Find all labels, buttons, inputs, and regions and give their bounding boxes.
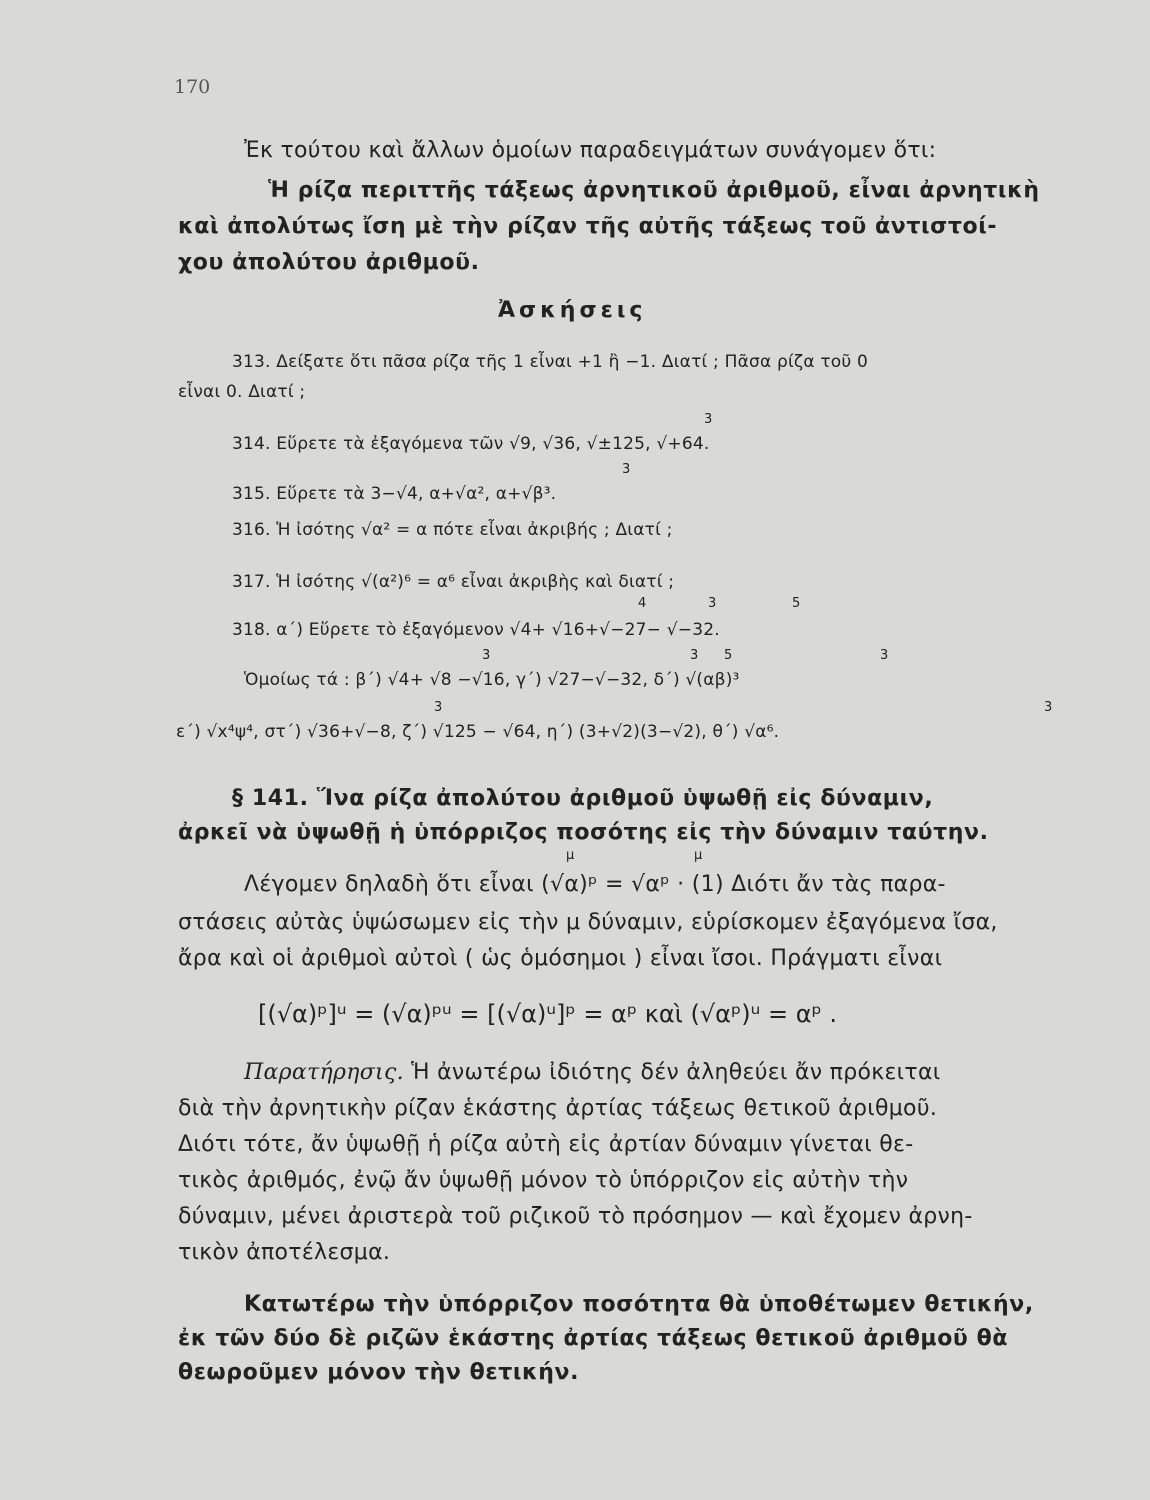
remark-line-2: διὰ τὴν ἀρνητικὴν ρίζαν ἑκάστης ἀρτίας τάξεως θετικοῦ ἀριθμοῦ. — [178, 1096, 938, 1121]
exercise-314: 314. Εὕρετε τὰ ἐξαγόμενα τῶν √9, √36, √±125, √+64. — [232, 434, 710, 454]
root-index: 4 — [638, 596, 647, 611]
closing-line-1: Κατωτέρω τὴν ὑπόρριζον ποσότητα θὰ ὑποθέτωμεν θετικήν, — [244, 1292, 1034, 1317]
root-index: 3 — [482, 648, 491, 663]
root-index: 3 — [708, 596, 717, 611]
closing-line-2: ἐκ τῶν δύο δὲ ριζῶν ἑκάστης ἀρτίας τάξεως θετικοῦ ἀριθμοῦ θὰ — [178, 1326, 1009, 1351]
section-141-title-cont: ἀρκεῖ νὰ ὑψωθῇ ἡ ὑπόρριζος ποσότης εἰς τὴν δύναμιν ταύτην. — [178, 820, 989, 845]
paragraph-1-line-3: ἄρα καὶ οἱ ἀριθμοὶ αὐτοὶ ( ὡς ὁμόσημοι ) εἶναι ἴσοι. Πράγματι εἶναι — [178, 946, 943, 971]
remark-line-5: δύναμιν, μένει ἀριστερὰ τοῦ ριζικοῦ τὸ πρόσημον — καὶ ἔχομεν ἀρνη- — [178, 1204, 973, 1229]
root-index: 3 — [1044, 700, 1053, 715]
theorem-line-3: χου ἀπολύτου ἀριθμοῦ. — [178, 250, 480, 275]
root-index: μ — [566, 848, 575, 863]
root-index: μ — [694, 848, 703, 863]
remark-line-3: Διότι τότε, ἄν ὑψωθῇ ἡ ρίζα αὐτὴ εἰς ἀρτίαν δύναμιν γίνεται θε- — [178, 1132, 914, 1157]
theorem-line-2: καὶ ἀπολύτως ἴση μὲ τὴν ρίζαν τῆς αὐτῆς τάξεως τοῦ ἀντιστοί- — [178, 214, 998, 239]
exercise-315: 315. Εὕρετε τὰ 3−√4, α+√α², α+√β³. — [232, 484, 557, 504]
exercise-318: 318. α΄) Εὕρετε τὸ ἐξαγόμενον √4+ √16+√−27− √−32. — [232, 620, 720, 640]
remark-label: Παρατήρησις. — [244, 1060, 404, 1085]
exercise-318-part-3: ε΄) √x⁴ψ⁴, στ΄) √36+√−8, ζ΄) √125 − √64, η΄) (3+√2)(3−√2), θ΄) √α⁶. — [176, 722, 780, 742]
exercise-313-line-1: 313. Δείξατε ὅτι πᾶσα ρίζα τῆς 1 εἶναι +1 ἢ −1. Διατί ; Πᾶσα ρίζα τοῦ 0 — [232, 352, 869, 372]
page-number: 170 — [174, 76, 211, 98]
paragraph-1-line-1: Λέγομεν δηλαδὴ ὅτι εἶναι (√α)ᵖ = √αᵖ · (1) Διότι ἄν τὰς παρα- — [244, 872, 946, 897]
root-index: 3 — [690, 648, 699, 663]
exercise-313-line-2: εἶναι 0. Διατί ; — [178, 382, 306, 402]
remark-line-6: τικὸν ἀποτέλεσμα. — [178, 1240, 391, 1265]
remark-line-4: τικὸς ἀριθμός, ἐνῷ ἄν ὑψωθῇ μόνον τὸ ὑπόρριζον εἰς αὐτὴν τὴν — [178, 1168, 909, 1193]
root-index: 5 — [792, 596, 801, 611]
root-index: 5 — [724, 648, 733, 663]
theorem-line-1: Ἡ ρίζα περιττῆς τάξεως ἀρνητικοῦ ἀριθμοῦ, εἶναι ἀρνητικὴ — [268, 178, 1040, 203]
remark-line-1 — [244, 1060, 941, 1085]
exercise-317: 317. Ἡ ἰσότης √(α²)⁶ = α⁶ εἶναι ἀκριβὴς καὶ διατί ; — [232, 572, 675, 592]
intro-text: Ἐκ τούτου καὶ ἄλλων ὁμοίων παραδειγμάτων συνάγομεν ὅτι: — [244, 138, 937, 163]
remark-line-1-text: Ἡ ἀνωτέρω ἰδιότης δέν ἀληθεύει ἄν πρόκειται — [403, 1060, 941, 1085]
exercise-316: 316. Ἡ ἰσότης √α² = α πότε εἶναι ἀκριβής ; Διατί ; — [232, 520, 673, 540]
exercise-318-part-2: Ὁμοίως τά : β΄) √4+ √8 −√16, γ΄) √27−√−32, δ΄) √(αβ)³ — [244, 670, 740, 690]
root-index: 3 — [434, 700, 443, 715]
closing-line-3: θεωροῦμεν μόνον τὴν θετικήν. — [178, 1360, 580, 1385]
exercises-heading: Ἀσκήσεις — [498, 298, 647, 323]
root-index: 3 — [880, 648, 889, 663]
paragraph-1-line-2: στάσεις αὐτὰς ὑψώσωμεν εἰς τὴν μ δύναμιν, εὑρίσκομεν ἐξαγόμενα ἴσα, — [178, 910, 998, 935]
section-141-title: § 141. Ἵνα ρίζα ἀπολύτου ἀριθμοῦ ὑψωθῇ εἰς δύναμιν, — [232, 786, 934, 811]
root-index: 3 — [704, 412, 713, 427]
root-index: 3 — [622, 462, 631, 477]
formula-line: [(√α)ᵖ]ᵘ = (√α)ᵖᵘ = [(√α)ᵘ]ᵖ = αᵖ καὶ (√αᵖ)ᵘ = αᵖ . — [258, 1000, 838, 1028]
